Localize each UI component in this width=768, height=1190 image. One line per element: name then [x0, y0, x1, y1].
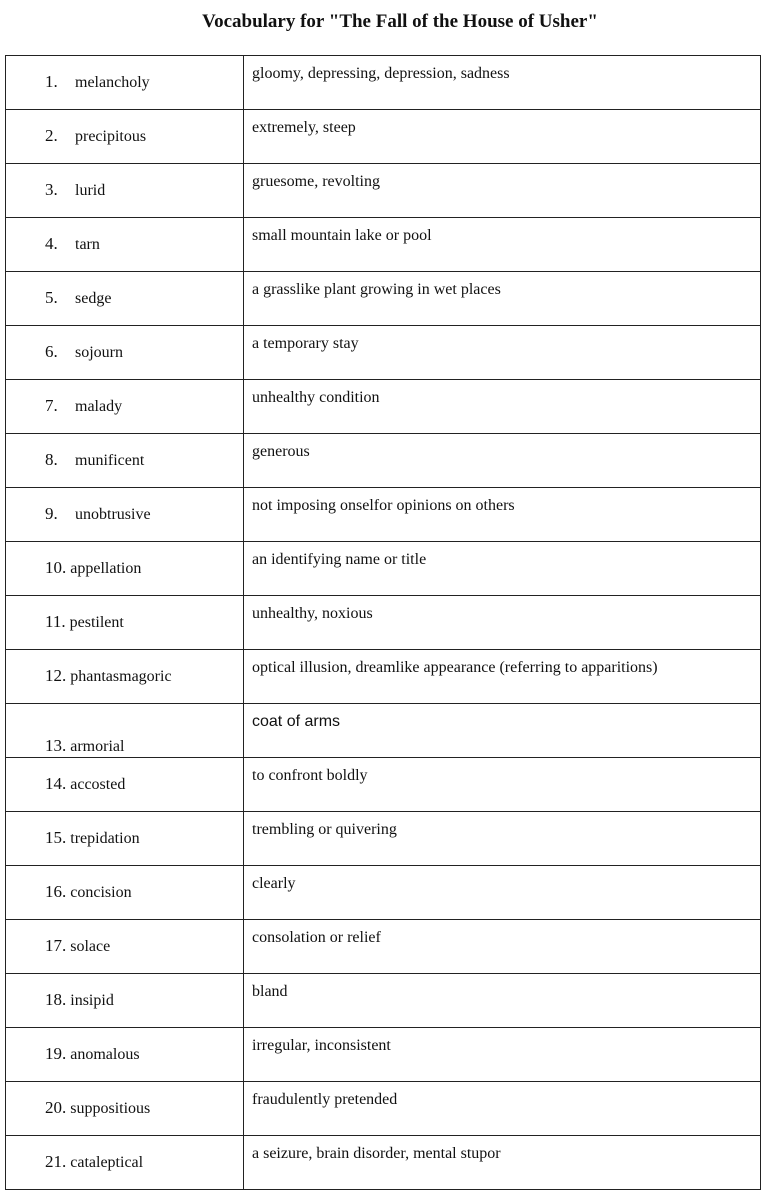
vocab-word: suppositious: [70, 1100, 151, 1117]
table-row: [6, 812, 761, 866]
table-row: [6, 650, 761, 704]
table-row: [6, 380, 761, 434]
term-cell: [6, 380, 244, 434]
term-cell: [6, 650, 244, 704]
item-number: 15.: [45, 828, 67, 847]
table-row: [6, 326, 761, 380]
vocab-word: sojourn: [75, 344, 123, 361]
definition-cell: a seizure, brain disorder, mental stupor: [244, 1136, 761, 1190]
item-number: 11.: [45, 612, 66, 631]
term-cell: [6, 812, 244, 866]
term-cell: [6, 596, 244, 650]
item-number: 3.: [45, 180, 58, 199]
item-number: 9.: [45, 504, 58, 523]
definition-cell: gloomy, depressing, depression, sadness: [244, 56, 761, 110]
term-cell: [6, 758, 244, 812]
vocab-word: unobtrusive: [75, 506, 151, 523]
table-row: [6, 974, 761, 1028]
item-number: 19.: [45, 1044, 67, 1063]
definition-cell: fraudulently pretended: [244, 1082, 761, 1136]
vocab-word: appellation: [70, 560, 142, 577]
vocab-word: precipitous: [75, 128, 147, 145]
definition-cell: to confront boldly: [244, 758, 761, 812]
vocab-word: sedge: [75, 290, 112, 307]
table-row: [6, 434, 761, 488]
item-number: 8.: [45, 450, 58, 469]
vocab-word: anomalous: [70, 1046, 140, 1063]
vocab-word: insipid: [70, 992, 114, 1009]
item-number: 5.: [45, 288, 58, 307]
definition-cell: clearly: [244, 866, 761, 920]
item-number: 7.: [45, 396, 58, 415]
term-cell: [6, 542, 244, 596]
vocab-word: accosted: [70, 776, 126, 793]
term-cell: [6, 56, 244, 110]
definition-cell: bland: [244, 974, 761, 1028]
item-number: 13.: [45, 736, 67, 755]
table-row: [6, 866, 761, 920]
item-number: 21.: [45, 1152, 67, 1171]
item-number: 2.: [45, 126, 58, 145]
term-cell: [6, 272, 244, 326]
definition-cell: an identifying name or title: [244, 542, 761, 596]
item-number: 12.: [45, 666, 67, 685]
item-number: 14.: [45, 774, 67, 793]
definition-cell: extremely, steep: [244, 110, 761, 164]
definition-cell: coat of arms: [244, 704, 761, 758]
page-title: Vocabulary for "The Fall of the House of Usher": [202, 11, 598, 32]
vocab-word: armorial: [70, 738, 125, 755]
table-row: [6, 164, 761, 218]
table-row: [6, 56, 761, 110]
item-number: 10.: [45, 558, 67, 577]
definition-cell: generous: [244, 434, 761, 488]
term-cell: [6, 866, 244, 920]
term-cell: [6, 704, 244, 758]
term-cell: [6, 920, 244, 974]
vocab-word: munificent: [75, 452, 145, 469]
table-row: [6, 1136, 761, 1190]
definition-cell: unhealthy, noxious: [244, 596, 761, 650]
vocab-word: pestilent: [69, 614, 124, 631]
item-number: 17.: [45, 936, 67, 955]
definition-cell: a temporary stay: [244, 326, 761, 380]
term-cell: [6, 110, 244, 164]
term-cell: [6, 1082, 244, 1136]
vocab-word: cataleptical: [70, 1154, 144, 1171]
item-number: 1.: [45, 72, 58, 91]
table-row: [6, 218, 761, 272]
term-cell: [6, 218, 244, 272]
table-row: [6, 596, 761, 650]
definition-cell: gruesome, revolting: [244, 164, 761, 218]
item-number: 20.: [45, 1098, 67, 1117]
definition-cell: trembling or quivering: [244, 812, 761, 866]
definition-cell: not imposing onselfor opinions on others: [244, 488, 761, 542]
vocab-word: lurid: [75, 182, 106, 199]
term-cell: [6, 1136, 244, 1190]
definition-cell: small mountain lake or pool: [244, 218, 761, 272]
term-cell: [6, 974, 244, 1028]
item-number: 16.: [45, 882, 67, 901]
term-cell: [6, 164, 244, 218]
definition-cell: irregular, inconsistent: [244, 1028, 761, 1082]
table-row: [6, 1082, 761, 1136]
item-number: 4.: [45, 234, 58, 253]
item-number: 6.: [45, 342, 58, 361]
vocab-word: solace: [70, 938, 111, 955]
term-cell: [6, 1028, 244, 1082]
vocab-word: tarn: [75, 236, 100, 253]
table-row: [6, 704, 761, 758]
vocab-word: trepidation: [70, 830, 140, 847]
vocab-word: phantasmagoric: [70, 668, 172, 685]
table-row: [6, 488, 761, 542]
table-row: [6, 110, 761, 164]
vocab-word: concision: [70, 884, 132, 901]
table-row: [6, 920, 761, 974]
definition-cell: consolation or relief: [244, 920, 761, 974]
vocab-word: melancholy: [75, 74, 150, 91]
definition-cell: unhealthy condition: [244, 380, 761, 434]
vocabulary-table: [5, 55, 761, 1190]
vocab-word: malady: [75, 398, 123, 415]
definition-cell: optical illusion, dreamlike appearance (referring to apparitions): [244, 650, 761, 704]
term-cell: [6, 326, 244, 380]
table-row: [6, 272, 761, 326]
table-row: [6, 758, 761, 812]
item-number: 18.: [45, 990, 67, 1009]
table-row: [6, 1028, 761, 1082]
table-row: [6, 542, 761, 596]
term-cell: [6, 434, 244, 488]
definition-cell: a grasslike plant growing in wet places: [244, 272, 761, 326]
term-cell: [6, 488, 244, 542]
